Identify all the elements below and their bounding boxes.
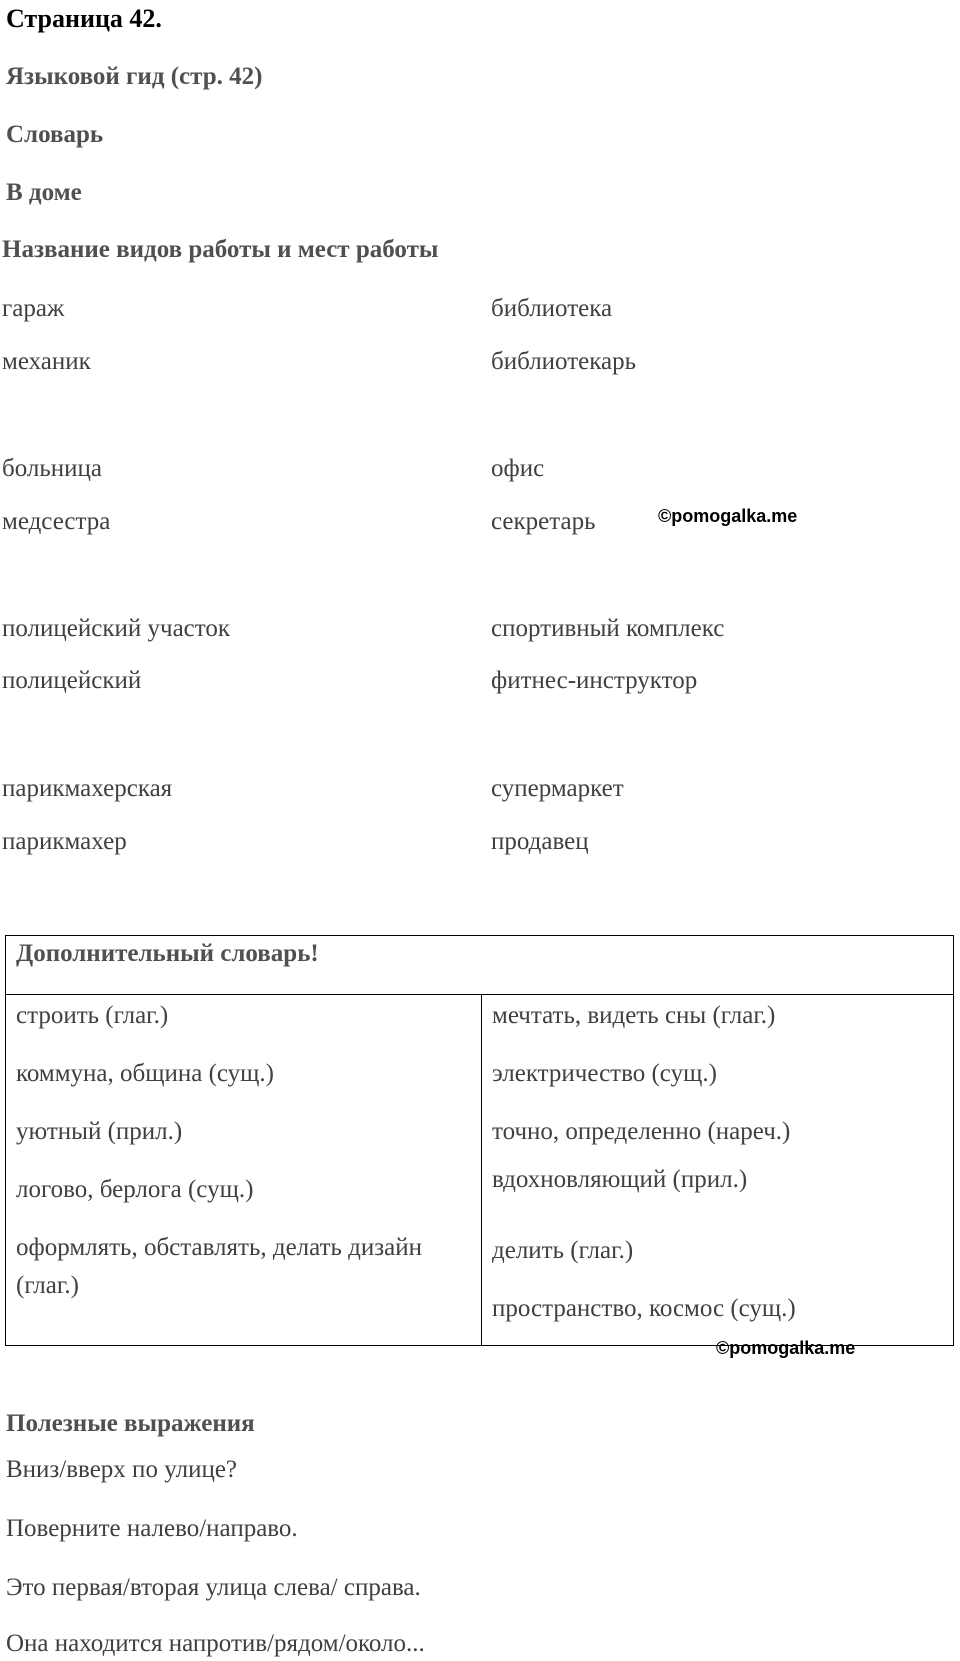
extra-word-right: мечтать, видеть сны (глаг.) — [492, 1002, 776, 1029]
at-home-heading: В доме — [6, 179, 82, 206]
word-left: механик — [2, 348, 91, 375]
guide-heading: Языковой гид (стр. 42) — [6, 63, 263, 90]
extra-word-right: делить (глаг.) — [492, 1237, 634, 1264]
useful-phrase: Вниз/вверх по улице? — [6, 1456, 238, 1483]
useful-phrases-heading: Полезные выражения — [6, 1410, 255, 1437]
page-title: Страница 42. — [6, 4, 162, 33]
dictionary-heading: Словарь — [6, 121, 104, 148]
extra-word-left: оформлять, обставлять, делать дизайн (глаг.) — [16, 1234, 423, 1299]
word-left: гараж — [2, 295, 65, 322]
extra-word-right: вдохновляющий (прил.) — [492, 1166, 748, 1193]
extra-word-right: электричество (сущ.) — [492, 1060, 717, 1087]
extra-word-left: уютный (прил.) — [16, 1118, 183, 1145]
word-right: библиотека — [491, 295, 613, 322]
extra-word-left: логово, берлога (сущ.) — [16, 1176, 254, 1203]
word-right: спортивный комплекс — [491, 615, 725, 642]
box-divider — [6, 994, 953, 995]
useful-phrase: Это первая/вторая улица слева/ справа. — [6, 1574, 421, 1601]
word-right: секретарь — [491, 508, 596, 535]
word-left: парикмахерская — [2, 775, 173, 802]
useful-phrase: Поверните налево/направо. — [6, 1515, 298, 1542]
word-left: полицейский участок — [2, 615, 231, 642]
extra-word-left: строить (глаг.) — [16, 1002, 169, 1029]
word-right: продавец — [491, 828, 589, 855]
word-right: фитнес-инструктор — [491, 667, 698, 694]
watermark: ©pomogalka.me — [658, 506, 798, 526]
word-left: полицейский — [2, 667, 142, 694]
extra-word-right: пространство, космос (сущ.) — [492, 1295, 796, 1322]
word-left: больница — [2, 455, 102, 482]
word-right: офис — [491, 455, 545, 482]
word-right: библиотекарь — [491, 348, 637, 375]
extra-word-right: точно, определенно (нареч.) — [492, 1118, 791, 1145]
jobs-heading: Название видов работы и мест работы — [2, 236, 439, 263]
extra-word-left: коммуна, община (сущ.) — [16, 1060, 275, 1087]
useful-phrase: Она находится напротив/рядом/около... — [6, 1630, 425, 1657]
box-column-divider — [481, 994, 482, 1345]
word-left: медсестра — [2, 508, 111, 535]
extra-dictionary-title: Дополнительный словарь! — [16, 940, 319, 967]
word-left: парикмахер — [2, 828, 127, 855]
word-right: супермаркет — [491, 775, 624, 802]
watermark: ©pomogalka.me — [716, 1338, 856, 1358]
extra-dictionary-box — [5, 935, 954, 1346]
